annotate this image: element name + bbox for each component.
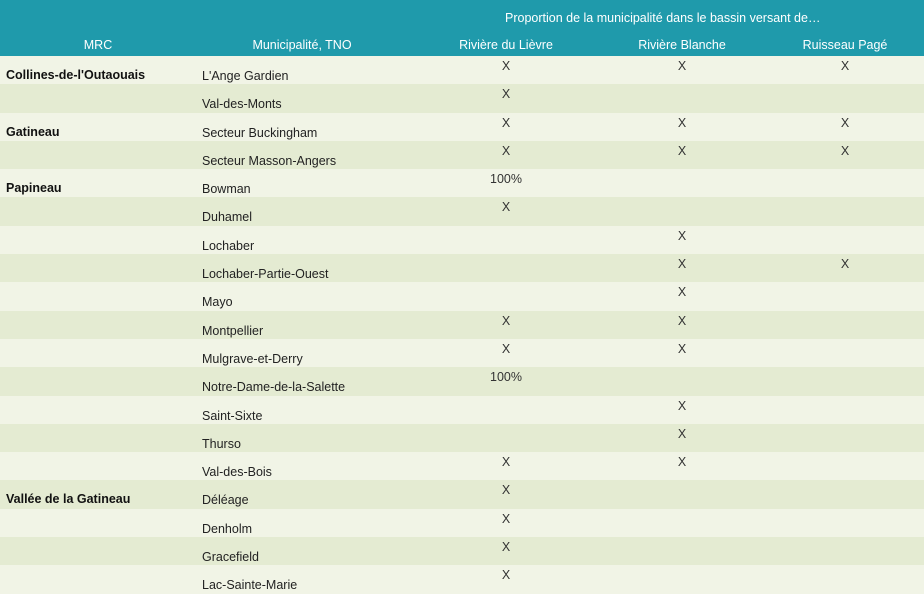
cell-lievre: X (501, 115, 511, 130)
table-row (0, 565, 924, 593)
cell-lievre: X (501, 511, 511, 526)
cell-municipality: Bowman (202, 182, 251, 197)
cell-blanche: X (677, 341, 687, 356)
table-row (0, 56, 924, 84)
cell-municipality: Lac-Sainte-Marie (202, 578, 298, 593)
table-row (0, 197, 924, 225)
cell-page: X (840, 143, 850, 158)
cell-lievre: X (501, 455, 511, 470)
cell-municipality: Notre-Dame-de-la-Salette (202, 380, 346, 395)
cell-lievre: X (501, 568, 511, 583)
cell-lievre: X (501, 341, 511, 356)
cell-blanche: X (677, 426, 687, 441)
cell-municipality: Déléage (202, 493, 249, 508)
table-row (0, 226, 924, 254)
cell-blanche: X (677, 257, 687, 272)
table-row (0, 396, 924, 424)
header-super-label: Proportion de la municipalité dans le bassin versant de… (505, 11, 821, 25)
cell-page: X (840, 59, 850, 73)
cell-municipality: L'Ange Gardien (202, 69, 289, 83)
cell-blanche: X (677, 59, 687, 73)
cell-page: X (840, 115, 850, 130)
cell-blanche: X (677, 313, 687, 328)
cell-municipality: Gracefield (202, 550, 259, 565)
cell-municipality: Montpellier (202, 323, 264, 338)
cell-blanche: X (677, 285, 687, 300)
table-row (0, 509, 924, 537)
cell-lievre: X (501, 540, 511, 555)
table-body (0, 56, 924, 594)
cell-municipality: Val-des-Monts (202, 97, 282, 112)
column-header-municipality: Municipalité, TNO (252, 38, 352, 52)
cell-municipality: Mulgrave-et-Derry (202, 351, 303, 366)
cell-mrc: Vallée de la Gatineau (6, 492, 131, 507)
table-row (0, 141, 924, 169)
table-row (0, 113, 924, 141)
table-row (0, 424, 924, 452)
cell-municipality: Lochaber-Partie-Ouest (202, 267, 329, 282)
column-header-page: Ruisseau Pagé (802, 38, 888, 52)
cell-municipality: Saint-Sixte (202, 408, 263, 423)
cell-blanche: X (677, 398, 687, 413)
cell-blanche: X (677, 143, 687, 158)
cell-municipality: Denholm (202, 521, 253, 536)
table-row (0, 480, 924, 508)
column-header-mrc: MRC (83, 38, 113, 52)
table-row (0, 282, 924, 310)
cell-lievre: X (501, 200, 511, 215)
cell-blanche: X (677, 228, 687, 243)
cell-lievre: X (501, 87, 511, 102)
table-row (0, 254, 924, 282)
cell-municipality: Thurso (202, 436, 241, 451)
cell-lievre: X (501, 59, 511, 73)
cell-lievre: 100% (490, 172, 522, 187)
cell-page: X (840, 257, 850, 272)
cell-municipality: Lochaber (202, 238, 255, 253)
cell-lievre: 100% (490, 370, 522, 385)
cell-mrc: Collines-de-l'Outaouais (6, 68, 146, 82)
cell-mrc: Gatineau (6, 124, 60, 139)
table-header (0, 0, 924, 56)
table-row (0, 84, 924, 112)
column-header-blanche: Rivière Blanche (638, 38, 726, 52)
cell-mrc: Papineau (6, 181, 62, 196)
table-row (0, 339, 924, 367)
column-header-lievre: Rivière du Lièvre (459, 38, 553, 52)
cell-lievre: X (501, 483, 511, 498)
cell-blanche: X (677, 455, 687, 470)
cell-lievre: X (501, 313, 511, 328)
table-row (0, 537, 924, 565)
cell-municipality: Secteur Masson-Angers (202, 153, 337, 168)
cell-municipality: Duhamel (202, 210, 253, 225)
table-row (0, 452, 924, 480)
cell-municipality: Val-des-Bois (202, 465, 272, 480)
table-row (0, 311, 924, 339)
cell-blanche: X (677, 115, 687, 130)
cell-lievre: X (501, 143, 511, 158)
table-row (0, 169, 924, 197)
cell-municipality: Mayo (202, 295, 233, 310)
cell-municipality: Secteur Buckingham (202, 125, 318, 140)
table-row (0, 367, 924, 395)
